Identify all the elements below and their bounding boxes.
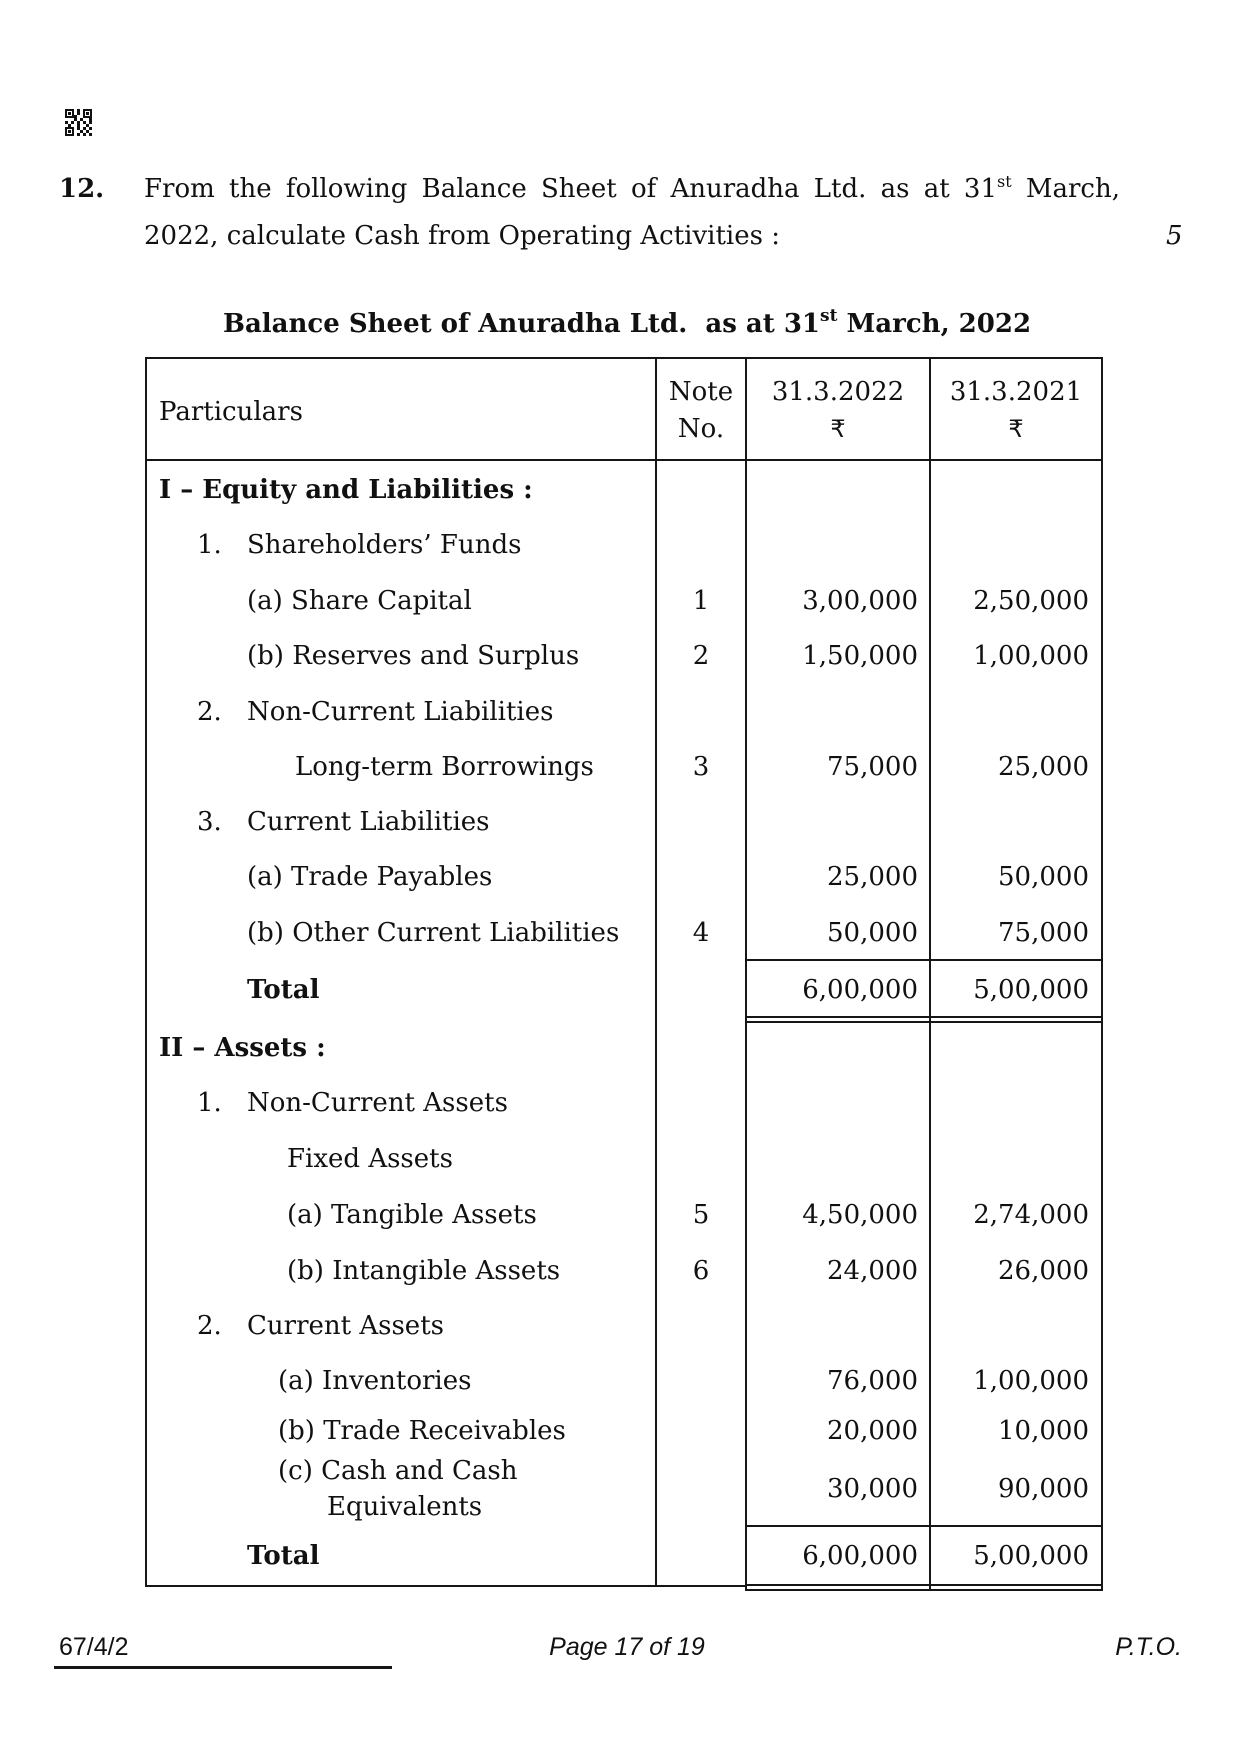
header-note-no: No. — [677, 414, 725, 444]
paper-code-underline — [54, 1666, 392, 1669]
table-row — [145, 694, 1101, 730]
table-row — [145, 583, 1101, 619]
amount-2021-cell: 75,000 — [998, 918, 1089, 948]
amount-2022-cell: 1,50,000 — [802, 641, 918, 671]
amount-2021-cell: 25,000 — [998, 752, 1089, 782]
section-heading: I – Equity and Liabilities : — [159, 475, 533, 505]
item-number: 1. — [197, 1088, 222, 1118]
row-label: (a) Trade Payables — [247, 862, 493, 892]
row-label: (b) Other Current Liabilities — [247, 918, 620, 948]
row-label: (a) Inventories — [278, 1366, 472, 1396]
table-row — [145, 1413, 1101, 1449]
total-label: Total — [247, 975, 320, 1005]
paper-code: 67/4/2 — [59, 1633, 129, 1661]
total-double-rule — [745, 1021, 1103, 1023]
amount-2021-cell: 26,000 — [998, 1256, 1089, 1286]
amount-2021-cell: 2,50,000 — [973, 586, 1089, 616]
question-text-part: March, — [1011, 174, 1120, 204]
table-row — [145, 1085, 1101, 1121]
amount-2021-cell: 90,000 — [998, 1474, 1089, 1504]
qr-code-icon — [65, 109, 92, 136]
table-row — [145, 527, 1101, 563]
amount-2021-cell: 50,000 — [998, 862, 1089, 892]
amount-2022-cell: 76,000 — [827, 1366, 918, 1396]
total-label: Total — [247, 1541, 320, 1571]
table-title — [145, 306, 1109, 342]
item-number: 2. — [197, 697, 222, 727]
rupee-icon: ₹ — [830, 415, 846, 443]
amount-2021-cell: 2,74,000 — [973, 1200, 1089, 1230]
table-row — [145, 1253, 1101, 1289]
table-row — [145, 804, 1101, 840]
total-double-rule — [745, 1584, 1103, 1586]
table-row — [145, 749, 1101, 785]
row-label-continuation: Equivalents — [327, 1492, 483, 1522]
row-label: (a) Tangible Assets — [287, 1200, 537, 1230]
total-2022-cell: 6,00,000 — [802, 975, 918, 1005]
row-label: Non-Current Assets — [247, 1088, 508, 1118]
question-marks: 5 — [1166, 221, 1183, 251]
row-label: (b) Intangible Assets — [287, 1256, 561, 1286]
row-label: Shareholders’ Funds — [247, 530, 522, 560]
total-row — [145, 972, 1101, 1008]
header-year-2022: 31.3.2022 — [771, 377, 905, 407]
amount-2021-cell: 10,000 — [998, 1416, 1089, 1446]
amount-2022-cell: 3,00,000 — [802, 586, 918, 616]
question-text-line-2: 2022, calculate Cash from Operating Activities : — [144, 221, 780, 251]
amount-2022-cell: 25,000 — [827, 862, 918, 892]
row-label: (b) Reserves and Surplus — [247, 641, 580, 671]
amount-2022-cell: 50,000 — [827, 918, 918, 948]
row-label: Long-term Borrowings — [295, 752, 594, 782]
table-row — [145, 1363, 1101, 1399]
note-cell: 1 — [692, 586, 710, 616]
table-row — [145, 1308, 1101, 1344]
amount-2021-cell: 1,00,000 — [973, 641, 1089, 671]
item-number: 2. — [197, 1311, 222, 1341]
table-row — [145, 472, 1101, 508]
row-label: Non-Current Liabilities — [247, 697, 554, 727]
ordinal-superscript: st — [997, 172, 1012, 191]
item-number: 1. — [197, 530, 222, 560]
total-double-rule — [745, 1016, 1103, 1018]
page-number: Page 17 of 19 — [549, 1633, 705, 1661]
amount-2022-cell: 75,000 — [827, 752, 918, 782]
item-number: 3. — [197, 807, 222, 837]
question-number: 12. — [59, 174, 105, 204]
amount-2021-cell: 1,00,000 — [973, 1366, 1089, 1396]
table-row — [145, 638, 1101, 674]
total-rule-top — [745, 959, 1103, 961]
amount-2022-cell: 4,50,000 — [802, 1200, 918, 1230]
row-label: Current Liabilities — [247, 807, 490, 837]
section-heading: II – Assets : — [159, 1033, 326, 1063]
row-label: Fixed Assets — [287, 1144, 453, 1174]
total-row — [145, 1538, 1101, 1574]
total-2021-cell: 5,00,000 — [973, 975, 1089, 1005]
question-text-part: From the following Balance Sheet of Anuradha Ltd. as at 31 — [144, 174, 997, 204]
note-cell: 3 — [692, 752, 710, 782]
row-label: (b) Trade Receivables — [278, 1416, 566, 1446]
table-title-part: March, 2022 — [837, 309, 1032, 339]
table-border-right — [1101, 357, 1103, 1591]
total-rule-top — [745, 1525, 1103, 1527]
table-border-bottom — [145, 1585, 747, 1587]
rupee-icon: ₹ — [1008, 415, 1024, 443]
table-row — [145, 1453, 1101, 1525]
please-turn-over: P.T.O. — [1115, 1633, 1182, 1661]
amount-2022-cell: 20,000 — [827, 1416, 918, 1446]
row-label: Current Assets — [247, 1311, 444, 1341]
table-border-top — [145, 357, 1103, 359]
total-2021-cell: 5,00,000 — [973, 1541, 1089, 1571]
header-year-2021: 31.3.2021 — [949, 377, 1083, 407]
table-row — [145, 915, 1101, 951]
table-row — [145, 1197, 1101, 1233]
total-double-rule — [745, 1589, 1103, 1591]
question-text-line-1 — [144, 171, 1120, 207]
note-cell: 5 — [692, 1200, 710, 1230]
table-row — [145, 1030, 1101, 1066]
amount-2022-cell: 24,000 — [827, 1256, 918, 1286]
header-note: Note — [668, 377, 734, 407]
note-cell: 6 — [692, 1256, 710, 1286]
table-row — [145, 859, 1101, 895]
note-cell: 2 — [692, 641, 710, 671]
row-label: (a) Share Capital — [247, 586, 472, 616]
table-row — [145, 1141, 1101, 1177]
note-cell: 4 — [692, 918, 710, 948]
header-particulars: Particulars — [159, 397, 303, 427]
row-label: (c) Cash and Cash — [278, 1456, 518, 1486]
total-2022-cell: 6,00,000 — [802, 1541, 918, 1571]
header-divider — [145, 459, 1103, 461]
table-title-part: Balance Sheet of Anuradha Ltd. as at 31 — [222, 309, 821, 339]
ordinal-superscript: st — [820, 306, 838, 326]
amount-2022-cell: 30,000 — [827, 1474, 918, 1504]
